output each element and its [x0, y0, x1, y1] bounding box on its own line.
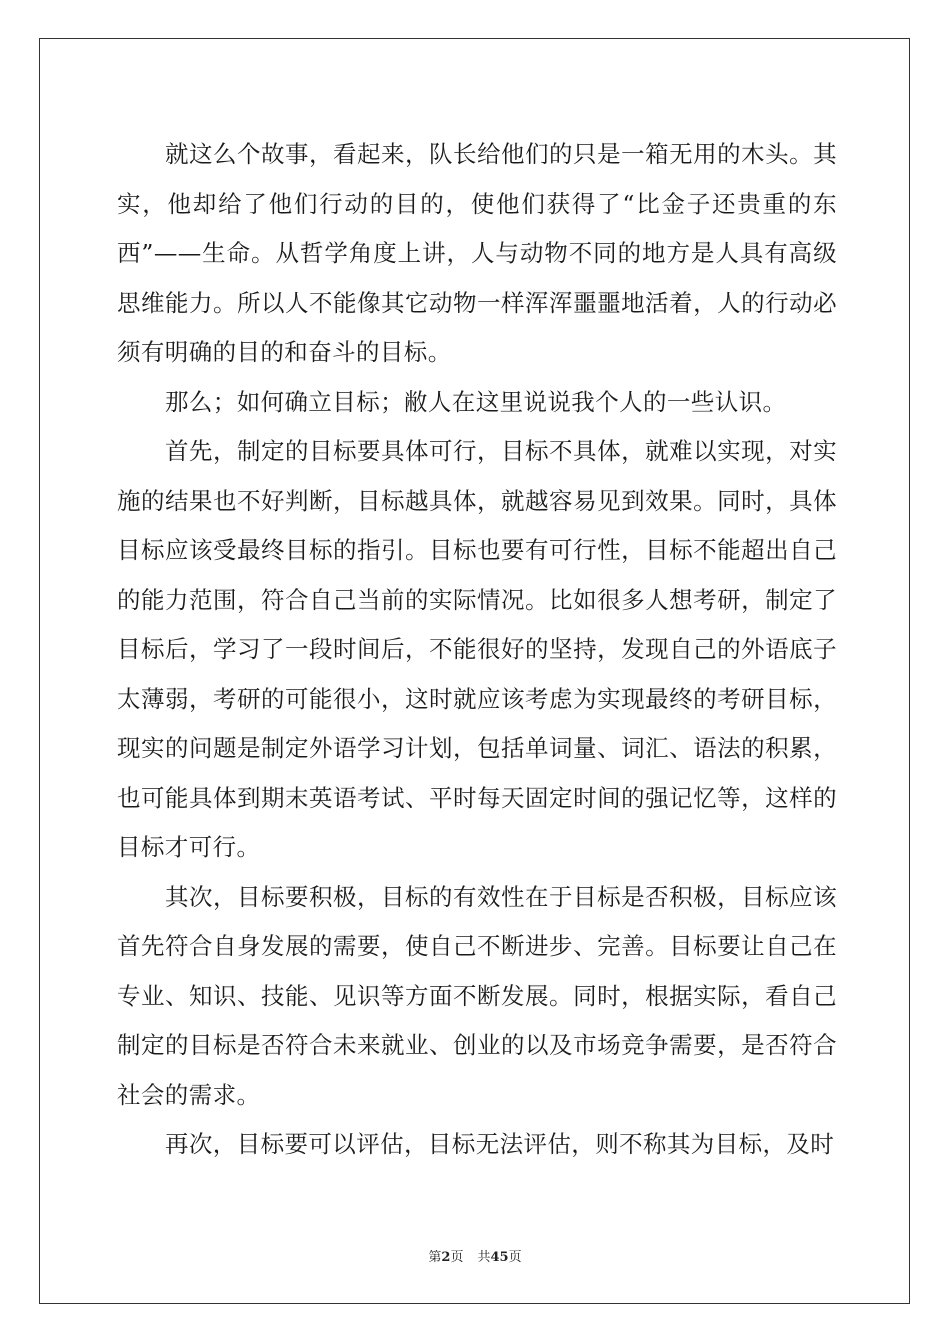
paragraph: 首先，制定的目标要具体可行，目标不具体，就难以实现，对实施的结果也不好判断，目标越具体，就越容易见到效果。同时，具体目标应该受最终目标的指引。目标也要有可行性，目标不能超出自己的能力范围，符合自己当前的实际情况。比如很多人想考研，制定了目标后，学习了一段时间后，不能很好的坚持，发现自己的外语底子太薄弱，考研的可能很小，这时就应该考虑为实现最终的考研目标，现实的问题是制定外语学习计划，包括单词量、词汇、语法的积累，也可能具体到期末英语考试、平时每天固定时间的强记忆等，这样的目标才可行。 — [117, 437, 837, 861]
paragraph: 其次，目标要积极，目标的有效性在于目标是否积极，目标应该首先符合自身发展的需要，使自己不断进步、完善。目标要让自己在专业、知识、技能、见识等方面不断发展。同时，根据实际，看自己制定的目标是否符合未来就业、创业的以及市场竞争需要，是否符合社会的需求。 — [117, 882, 837, 1109]
page-number: 2 — [441, 1250, 451, 1265]
total-suffix: 页 — [508, 1250, 522, 1265]
total-prefix: 共 — [477, 1250, 491, 1265]
paragraph: 就这么个故事，看起来，队长给他们的只是一箱无用的木头。其实，他却给了他们行动的目的，使他们获得了“比金子还贵重的东西”——生命。从哲学角度上讲，人与动物不同的地方是人具有高级思维能力。所以人不能像其它动物一样浑浑噩噩地活着，人的行动必须有明确的目的和奋斗的目标。 — [117, 140, 837, 366]
total-pages: 45 — [490, 1250, 509, 1265]
page-suffix: 页 — [450, 1250, 464, 1265]
page-prefix: 第 — [428, 1250, 442, 1265]
page-footer — [0, 1246, 950, 1265]
document-body — [117, 130, 837, 1170]
paragraph: 那么；如何确立目标；敝人在这里说说我个人的一些认识。 — [165, 387, 787, 416]
paragraph: 再次，目标要可以评估，目标无法评估，则不称其为目标，及时 — [165, 1130, 835, 1158]
